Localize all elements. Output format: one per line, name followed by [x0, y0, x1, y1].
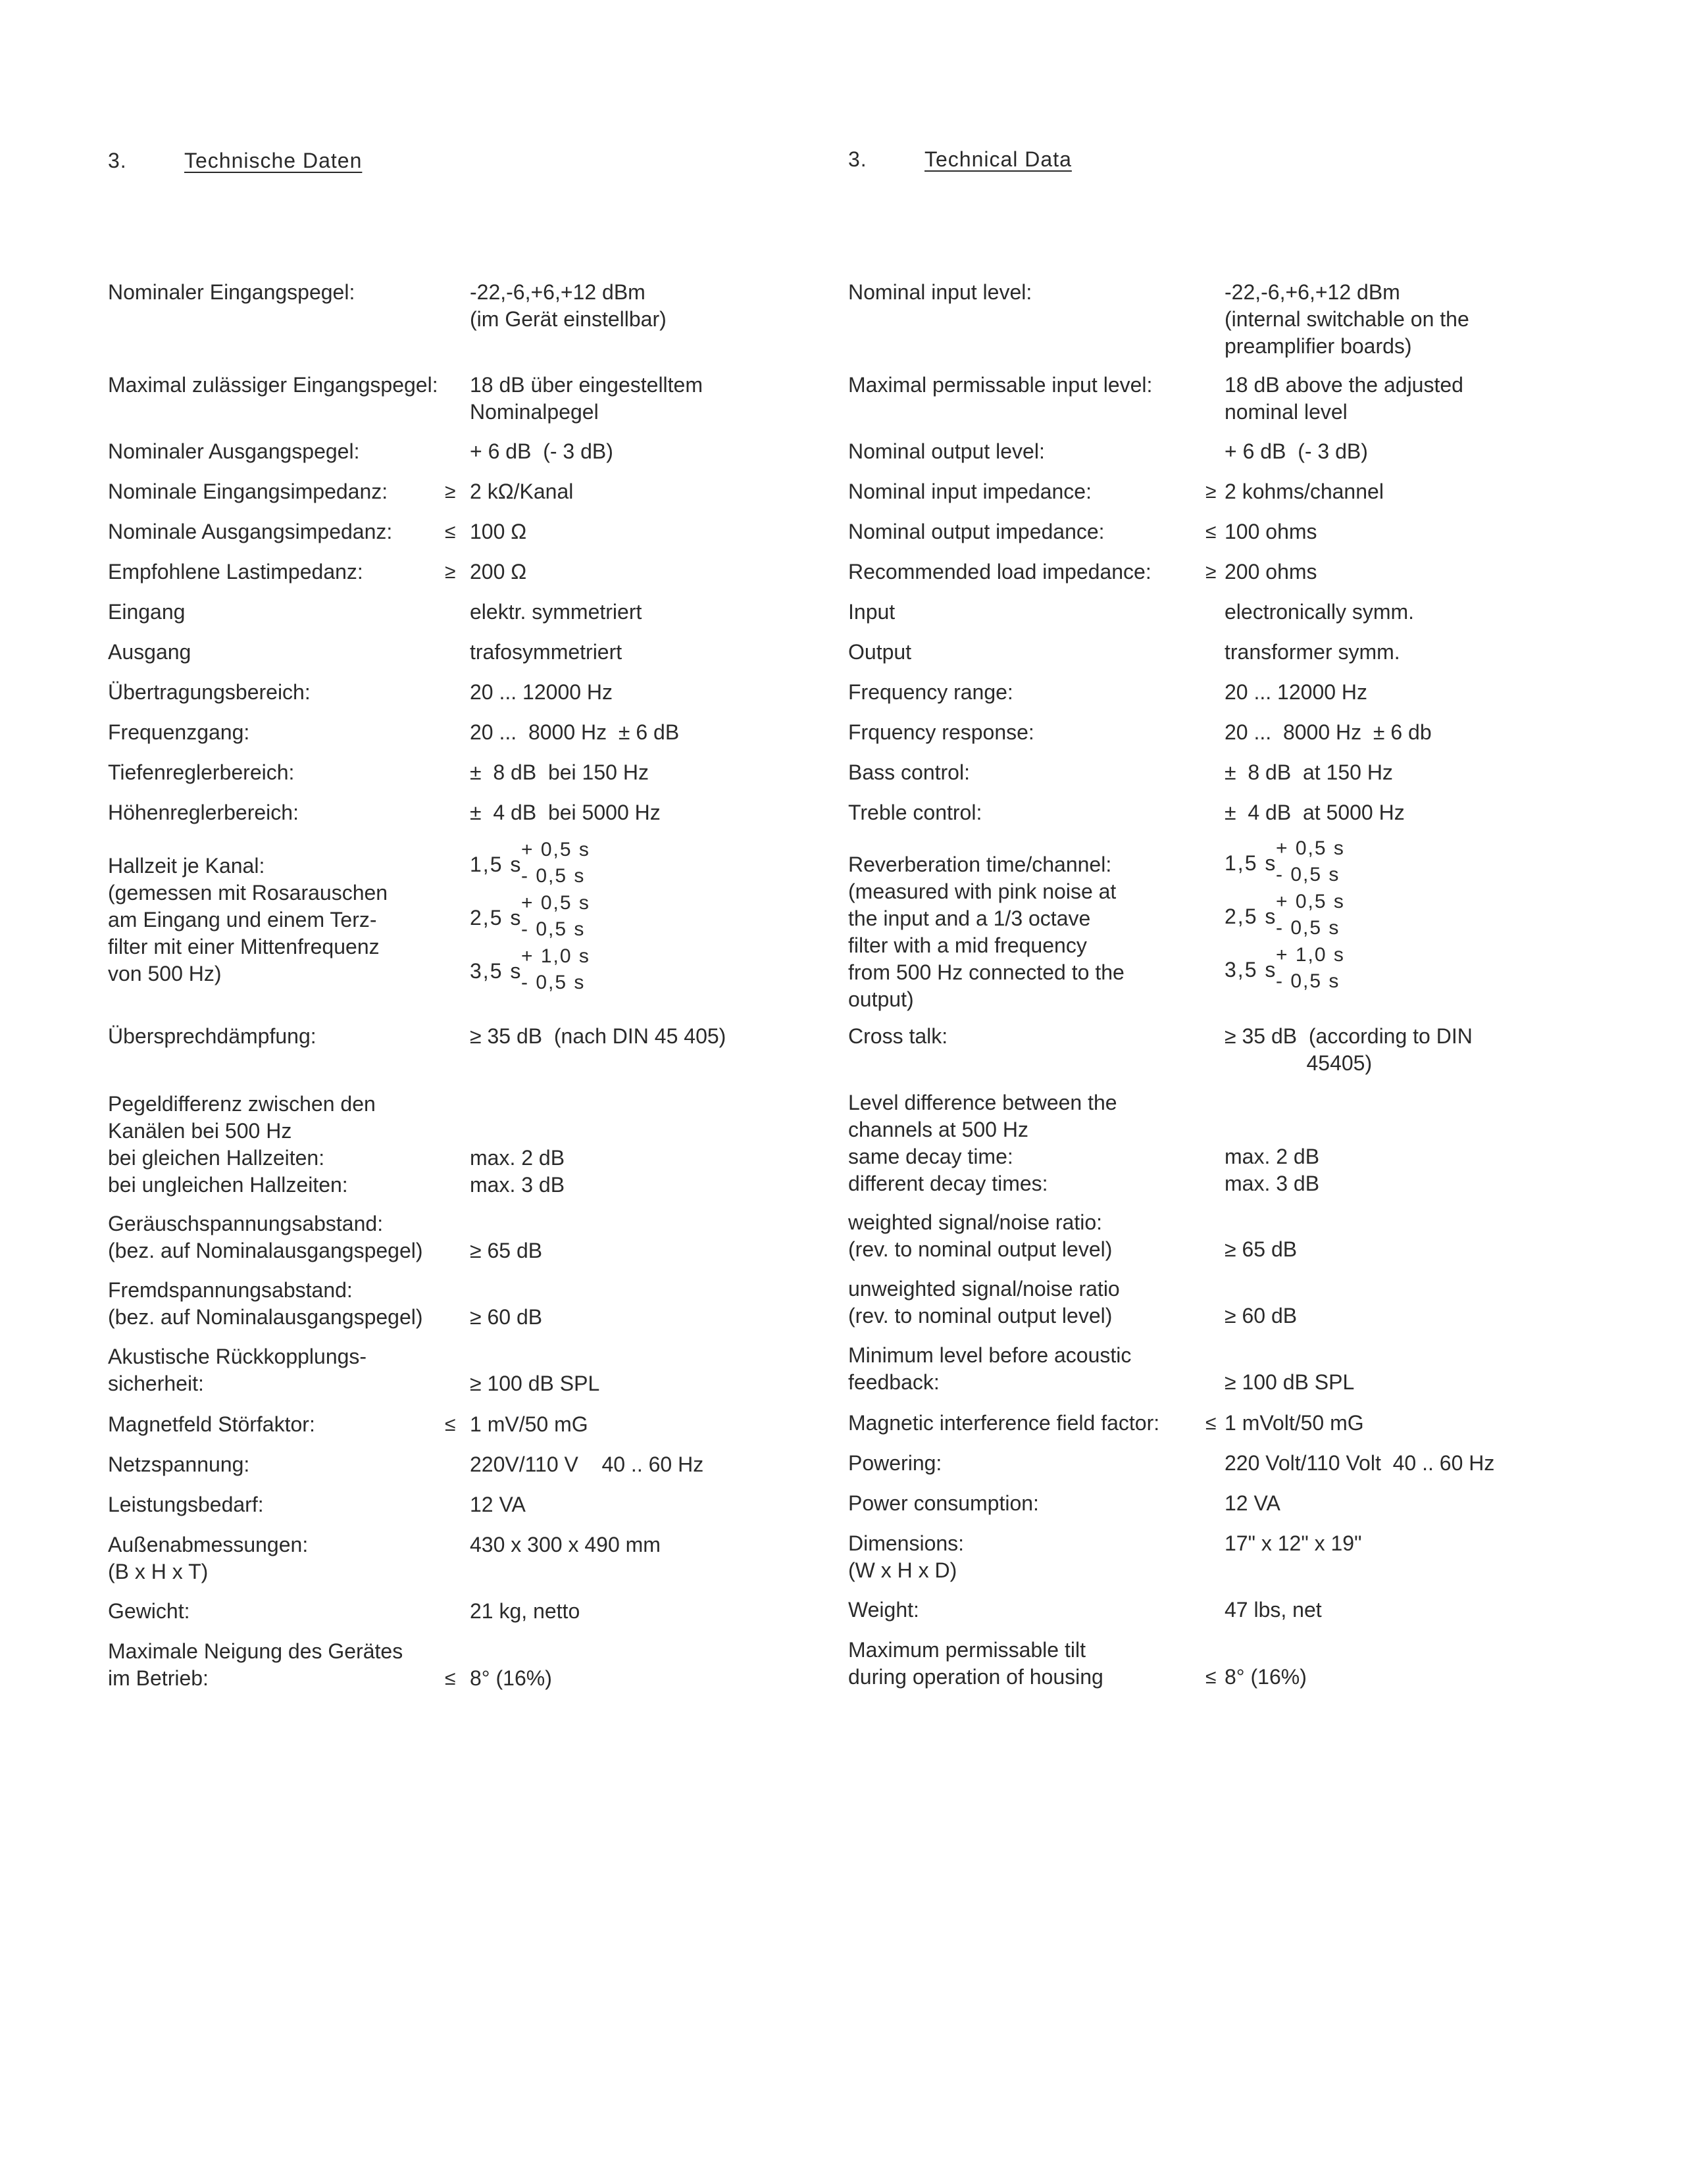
spec-label: Bass control: — [848, 760, 970, 784]
spec-label: Akustische Rückkopplungs- sicherheit: — [108, 1345, 367, 1395]
spec-value: + 6 dB (- 3 dB) — [470, 439, 613, 463]
spec-label: Nominal output level: — [848, 439, 1045, 463]
spec-value: 100 ohms — [1225, 520, 1317, 543]
spec-value: ± 4 dB bei 5000 Hz — [470, 801, 661, 824]
spec-label: Tiefenreglerbereich: — [108, 760, 295, 784]
heading-number: 3. — [108, 149, 127, 172]
spec-symbol: ≥ — [445, 481, 456, 503]
spec-label: Nominale Eingangsimpedanz: — [108, 480, 388, 503]
spec-value: 17" x 12" x 19" — [1225, 1531, 1362, 1555]
reverberation-minus: - 0,5 s — [521, 865, 586, 887]
spec-value: ± 4 dB at 5000 Hz — [1225, 801, 1405, 824]
spec-value: elektr. symmetriert — [470, 600, 642, 624]
spec-value: 1 mV/50 mG — [470, 1412, 588, 1436]
spec-label: Nominal input level: — [848, 280, 1032, 304]
spec-symbol: ≥ — [445, 561, 456, 583]
spec-value: ≥ 60 dB — [1225, 1304, 1298, 1328]
spec-symbol: ≤ — [445, 521, 456, 543]
spec-label: Cross talk: — [848, 1024, 948, 1048]
reverberation-plus: + 0,5 s — [521, 839, 590, 860]
reverberation-plus: + 0,5 s — [1276, 891, 1345, 912]
spec-label: Frequency range: — [848, 680, 1013, 704]
reverberation-minus: - 0,5 s — [1276, 864, 1340, 885]
spec-label: Außenabmessungen: (B x H x T) — [108, 1533, 309, 1583]
spec-label: Ausgang — [108, 640, 191, 664]
spec-value: 200 ohms — [1225, 560, 1317, 583]
spec-label: weighted signal/noise ratio: (rev. to nominal output level) — [848, 1210, 1113, 1261]
spec-label: Powering: — [848, 1451, 942, 1475]
reverberation-minus: - 0,5 s — [1276, 970, 1340, 992]
spec-label: Power consumption: — [848, 1491, 1039, 1515]
spec-label: Nominaler Eingangspegel: — [108, 280, 355, 304]
spec-value: 20 ... 8000 Hz ± 6 dB — [470, 720, 680, 744]
spec-label: Recommended load impedance: — [848, 560, 1151, 583]
spec-value: ≥ 65 dB — [470, 1239, 543, 1262]
spec-value: 430 x 300 x 490 mm — [470, 1533, 661, 1556]
spec-label: Frequenzgang: — [108, 720, 250, 744]
spec-label: Leistungsbedarf: — [108, 1493, 264, 1516]
spec-value: ± 8 dB at 150 Hz — [1225, 760, 1393, 784]
spec-value: electronically symm. — [1225, 600, 1415, 624]
reverberation-main: 1,5 s — [1225, 851, 1277, 875]
reverberation-minus: - 0,5 s — [521, 918, 586, 940]
spec-label: Nominale Ausgangsimpedanz: — [108, 520, 393, 543]
spec-value: 47 lbs, net — [1225, 1598, 1322, 1622]
spec-label: Treble control: — [848, 801, 982, 824]
spec-value: 12 VA — [1225, 1491, 1280, 1515]
spec-label: Übertragungsbereich: — [108, 680, 311, 704]
spec-label: Maximal zulässiger Eingangspegel: — [108, 373, 438, 397]
spec-label: Magnetic interference field factor: — [848, 1411, 1160, 1435]
spec-value: 20 ... 8000 Hz ± 6 db — [1225, 720, 1432, 744]
spec-symbol: ≤ — [1205, 521, 1217, 543]
spec-label: Hallzeit je Kanal: (gemessen mit Rosarauschen am Eingang und einem Terz- filter mit einer Mittenfrequenz von 500 Hz) — [108, 854, 388, 985]
spec-symbol: ≤ — [1205, 1412, 1217, 1434]
spec-value: 220V/110 V 40 .. 60 Hz — [470, 1452, 704, 1476]
spec-value: 18 dB above the adjusted nominal level — [1225, 373, 1463, 424]
spec-value: 21 kg, netto — [470, 1599, 580, 1623]
spec-label: Nominal output impedance: — [848, 520, 1105, 543]
spec-label: Output — [848, 640, 912, 664]
spec-label: Weight: — [848, 1598, 919, 1622]
spec-value: ≥ 65 dB — [1225, 1237, 1298, 1261]
spec-value: max. 2 dB max. 3 dB — [1225, 1145, 1320, 1195]
spec-value: -22,-6,+6,+12 dBm (internal switchable on the preamplifier boards) — [1225, 280, 1469, 358]
english-column — [848, 0, 1598, 2184]
spec-value: 100 Ω — [470, 520, 527, 543]
spec-value: ≥ 100 dB SPL — [470, 1372, 600, 1395]
spec-value: 2 kohms/channel — [1225, 480, 1384, 503]
reverberation-plus: + 0,5 s — [1276, 837, 1345, 859]
reverberation-minus: - 0,5 s — [1276, 917, 1340, 939]
spec-label: Maximum permissable tilt during operation of housing — [848, 1638, 1103, 1689]
heading-title: Technische Daten — [184, 149, 363, 172]
spec-label: Maximal permissable input level: — [848, 373, 1153, 397]
spec-symbol: ≥ — [1205, 561, 1217, 583]
reverberation-main: 1,5 s — [470, 853, 522, 876]
heading-number: 3. — [848, 147, 867, 171]
spec-label: Dimensions: (W x H x D) — [848, 1531, 965, 1582]
spec-label: Geräuschspannungsabstand: (bez. auf Nominalausgangspegel) — [108, 1212, 423, 1262]
spec-label: Gewicht: — [108, 1599, 190, 1623]
spec-value: ≥ 35 dB (nach DIN 45 405) — [470, 1024, 726, 1048]
spec-label: Fremdspannungsabstand: (bez. auf Nominalausgangspegel) — [108, 1278, 423, 1329]
reverberation-main: 2,5 s — [1225, 905, 1277, 928]
spec-label: Höhenreglerbereich: — [108, 801, 299, 824]
reverberation-values — [470, 837, 590, 993]
reverberation-plus: + 1,0 s — [1276, 944, 1345, 966]
spec-label: Nominaler Ausgangspegel: — [108, 439, 360, 463]
spec-label: Frquency response: — [848, 720, 1034, 744]
spec-symbol: ≥ — [1205, 481, 1217, 503]
reverberation-plus: + 0,5 s — [521, 892, 590, 914]
spec-value: 20 ... 12000 Hz — [470, 680, 613, 704]
spec-label: Input — [848, 600, 896, 624]
section-heading-german — [108, 146, 362, 175]
spec-symbol: ≤ — [445, 1668, 456, 1689]
spec-label: Übersprechdämpfung: — [108, 1024, 316, 1048]
reverberation-plus: + 1,0 s — [521, 945, 590, 967]
spec-value: 2 kΩ/Kanal — [470, 480, 574, 503]
spec-label: Pegeldifferenz zwischen den Kanälen bei 500 Hz bei gleichen Hallzeiten: bei ungleichen Hallzeiten: — [108, 1092, 376, 1197]
section-heading-english — [848, 145, 1072, 174]
spec-label: Reverberation time/channel: (measured with pink noise at the input and a 1/3 octave filter with a mid frequency from 500 Hz connected to the output) — [848, 853, 1125, 1011]
heading-title: Technical Data — [924, 147, 1072, 171]
spec-value: 200 Ω — [470, 560, 527, 583]
german-column — [108, 0, 858, 2184]
spec-label: Eingang — [108, 600, 186, 624]
spec-symbol: ≤ — [1205, 1666, 1217, 1688]
spec-value: 20 ... 12000 Hz — [1225, 680, 1368, 704]
spec-value: 18 dB über eingestelltem Nominalpegel — [470, 373, 703, 424]
reverberation-values — [1225, 835, 1345, 992]
spec-value: 8° (16%) — [470, 1666, 552, 1690]
spec-value: 1 mVolt/50 mG — [1225, 1411, 1364, 1435]
spec-value: 8° (16%) — [1225, 1665, 1307, 1689]
spec-value: ≥ 100 dB SPL — [1225, 1370, 1355, 1394]
spec-symbol: ≤ — [445, 1414, 456, 1435]
spec-value: trafosymmetriert — [470, 640, 622, 664]
spec-value: -22,-6,+6,+12 dBm (im Gerät einstellbar) — [470, 280, 667, 331]
spec-value: 12 VA — [470, 1493, 526, 1516]
spec-label: Magnetfeld Störfaktor: — [108, 1412, 315, 1436]
spec-label: unweighted signal/noise ratio (rev. to nominal output level) — [848, 1277, 1120, 1328]
reverberation-main: 3,5 s — [1225, 958, 1277, 981]
spec-value: ± 8 dB bei 150 Hz — [470, 760, 649, 784]
spec-label: Level difference between the channels at 500 Hz same decay time: different decay times: — [848, 1091, 1117, 1195]
spec-label: Minimum level before acoustic feedback: — [848, 1343, 1132, 1394]
reverberation-main: 2,5 s — [470, 906, 522, 930]
spec-label: Nominal input impedance: — [848, 480, 1092, 503]
spec-value: ≥ 60 dB — [470, 1305, 543, 1329]
spec-value: transformer symm. — [1225, 640, 1400, 664]
spec-value: max. 2 dB max. 3 dB — [470, 1146, 565, 1197]
spec-value: ≥ 35 dB (according to DIN 45405) — [1225, 1024, 1473, 1075]
spec-label: Netzspannung: — [108, 1452, 250, 1476]
spec-value: 220 Volt/110 Volt 40 .. 60 Hz — [1225, 1451, 1495, 1475]
reverberation-main: 3,5 s — [470, 959, 522, 983]
spec-label: Empfohlene Lastimpedanz: — [108, 560, 363, 583]
spec-value: + 6 dB (- 3 dB) — [1225, 439, 1368, 463]
spec-label: Maximale Neigung des Gerätes im Betrieb: — [108, 1639, 403, 1690]
reverberation-minus: - 0,5 s — [521, 972, 586, 993]
